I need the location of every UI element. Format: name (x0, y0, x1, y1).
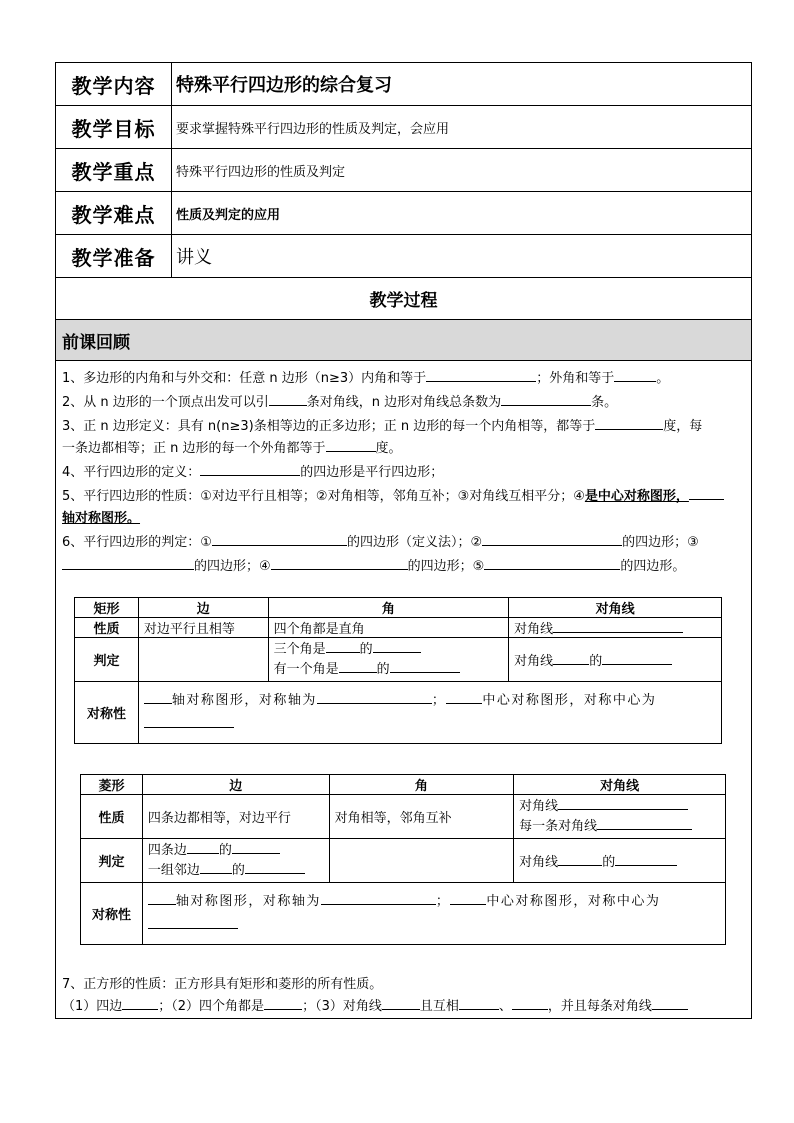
text: 条对角线，n 边形对角线总条数为 (306, 395, 502, 410)
cell (268, 638, 509, 682)
item-3 (62, 415, 745, 434)
text: ； (435, 893, 451, 909)
blank (689, 487, 724, 500)
cell (509, 618, 722, 638)
text: ；（3）对角线 (302, 999, 382, 1014)
cell (138, 638, 268, 682)
header-value: 性质及判定的应用 (176, 207, 281, 223)
cell: 四个角都是直角 (268, 618, 509, 638)
text: ，并且每条对角线 (547, 999, 652, 1014)
table-header-row (75, 598, 722, 618)
table-header: 角 (329, 775, 514, 795)
text: 每一条对角线 (519, 818, 598, 834)
item-5-cont (62, 507, 745, 526)
table-header: 矩形 (75, 598, 139, 618)
blank (373, 640, 421, 653)
blank (615, 853, 677, 866)
blank (382, 997, 420, 1010)
table-row (75, 682, 722, 744)
header-value: 特殊平行四边形的综合复习 (176, 75, 392, 96)
cell: 四条边都相等，对边平行 (142, 795, 329, 839)
text: 一组邻边 (147, 862, 200, 878)
text: 轴对称图形，对称轴为 (171, 692, 317, 708)
blank (595, 417, 663, 430)
header-label: 教学准备 (56, 235, 172, 277)
table-header: 角 (268, 598, 509, 618)
table-header: 对角线 (509, 598, 722, 618)
blank (200, 861, 232, 874)
text: 的 (602, 855, 616, 870)
text: 条。 (591, 395, 618, 410)
rectangle-table (74, 597, 722, 744)
blank (512, 997, 548, 1010)
text: 。 (656, 371, 670, 386)
item-6 (62, 531, 745, 550)
row-label: 对称性 (75, 682, 139, 744)
text: 的四边形；③ (622, 535, 699, 550)
blank (144, 691, 172, 704)
blank (614, 369, 656, 382)
blank (212, 533, 347, 546)
text: 5、平行四边形的性质：①对边平行且相等；②对角相等，邻角互补；③对角线互相平分；④ (62, 489, 585, 504)
text: 6、平行四边形的判定：① (62, 535, 212, 550)
blank (501, 393, 591, 406)
row-label: 判定 (75, 638, 139, 682)
blank (426, 369, 536, 382)
header-row-content (56, 63, 751, 106)
blank (597, 817, 692, 830)
blank (122, 997, 158, 1010)
text: 对角线 (514, 622, 554, 637)
table-row (81, 883, 726, 945)
blank (148, 892, 176, 905)
lesson-plan-table (55, 62, 752, 1019)
text: 对角线 (519, 855, 559, 870)
blank (271, 557, 408, 570)
blank (558, 853, 602, 866)
header-value: 讲义 (176, 247, 212, 268)
process-title: 教学过程 (56, 278, 751, 320)
text: 度。 (375, 441, 402, 456)
header-row-difficulty (56, 192, 751, 235)
text: 4、平行四边形的定义： (62, 465, 201, 480)
cell (509, 638, 722, 682)
text: 且互相 (419, 999, 459, 1014)
blank (245, 861, 305, 874)
text: 2、从 n 边形的一个顶点出发可以引 (62, 395, 269, 410)
blank (602, 652, 672, 665)
blank (558, 797, 688, 810)
row-label: 对称性 (81, 883, 143, 945)
text: 的四边形。 (620, 559, 686, 574)
blank (553, 620, 683, 633)
table-header-row (81, 775, 726, 795)
blank (264, 997, 302, 1010)
item-6-cont (62, 555, 745, 574)
text: 7、正方形的性质：正方形具有矩形和菱形的所有性质。 (62, 977, 383, 992)
header-label: 教学目标 (56, 106, 172, 148)
cell (514, 795, 726, 839)
text: 一条边都相等；正 n 边形的每一个外角都等于 (62, 441, 326, 456)
item-2 (62, 391, 745, 410)
blank (652, 997, 688, 1010)
blank (148, 916, 238, 929)
header-row-prep (56, 235, 751, 278)
cell (514, 839, 726, 883)
blank (482, 533, 622, 546)
text: ；外角和等于 (536, 371, 615, 386)
cell (138, 682, 721, 744)
blank (484, 557, 620, 570)
blank (446, 691, 482, 704)
table-row (75, 618, 722, 638)
item-4 (62, 461, 745, 480)
text: 的 (231, 862, 245, 878)
item-5 (62, 485, 745, 504)
rhombus-table (80, 774, 726, 945)
text: 的四边形；④ (194, 559, 271, 574)
blank (339, 660, 377, 673)
text: 的 (589, 654, 603, 669)
blank (269, 393, 307, 406)
blank (62, 557, 194, 570)
review-content (56, 361, 751, 1018)
blank (553, 652, 589, 665)
text: 3、正 n 边形定义：具有 n(n≥3)条相等边的正多边形；正 n 边形的每一个内角相等，都等于 (62, 419, 596, 434)
header-row-focus (56, 149, 751, 192)
item-7-cont (62, 995, 745, 1014)
review-title: 前课回顾 (56, 320, 751, 361)
text: 的四边形；⑤ (407, 559, 485, 574)
text: 有一个角是 (273, 661, 339, 677)
blank (326, 640, 360, 653)
table-row (81, 839, 726, 883)
blank (450, 892, 486, 905)
row-label: 性质 (81, 795, 143, 839)
item-7 (62, 973, 745, 992)
row-label: 判定 (81, 839, 143, 883)
text: 中心对称图形，对称中心为 (486, 893, 661, 909)
header-value: 要求掌握特殊平行四边形的性质及判定，会应用 (176, 121, 450, 137)
blank (321, 892, 436, 905)
text: 是中心对称图形， (584, 489, 689, 504)
cell (142, 839, 329, 883)
table-header: 边 (138, 598, 268, 618)
blank (187, 841, 219, 854)
row-label: 性质 (75, 618, 139, 638)
item-3-cont (62, 437, 745, 456)
cell (142, 883, 725, 945)
header-row-goal (56, 106, 751, 149)
text: 三个角是 (273, 641, 326, 657)
blank (390, 660, 460, 673)
text: ； (431, 692, 447, 708)
text: 度，每 (663, 419, 703, 434)
blank (326, 439, 376, 452)
cell: 对边平行且相等 (138, 618, 268, 638)
blank (200, 463, 300, 476)
blank (232, 841, 280, 854)
text: 对角线 (514, 654, 554, 669)
blank (317, 691, 432, 704)
header-value: 特殊平行四边形的性质及判定 (176, 164, 346, 180)
text: 四条边 (147, 842, 187, 858)
header-label: 教学难点 (56, 192, 172, 234)
text: 的 (359, 641, 373, 657)
text: 的四边形是平行四边形； (300, 465, 444, 480)
text: 的 (376, 661, 390, 677)
text: 轴对称图形，对称轴为 (175, 893, 321, 909)
table-row (81, 795, 726, 839)
blank (144, 715, 234, 728)
header-label: 教学重点 (56, 149, 172, 191)
cell (329, 839, 514, 883)
text: 中心对称图形，对称中心为 (482, 692, 657, 708)
item-1 (62, 367, 745, 386)
header-label: 教学内容 (56, 63, 172, 105)
text: 1、多边形的内角和与外交和：任意 n 边形（n≥3）内角和等于 (62, 371, 427, 386)
blank (459, 997, 499, 1010)
text: 对角线 (519, 798, 559, 814)
table-row (75, 638, 722, 682)
text: 的 (218, 842, 232, 858)
text: 的四边形（定义法）；② (346, 535, 483, 550)
text: 、 (498, 999, 512, 1014)
table-header: 边 (142, 775, 329, 795)
text: ；（2）四个角都是 (158, 999, 265, 1014)
text: （1）四边 (62, 999, 123, 1014)
text: 轴对称图形。 (62, 511, 141, 526)
cell: 对角相等，邻角互补 (329, 795, 514, 839)
table-header: 菱形 (81, 775, 143, 795)
table-header: 对角线 (514, 775, 726, 795)
